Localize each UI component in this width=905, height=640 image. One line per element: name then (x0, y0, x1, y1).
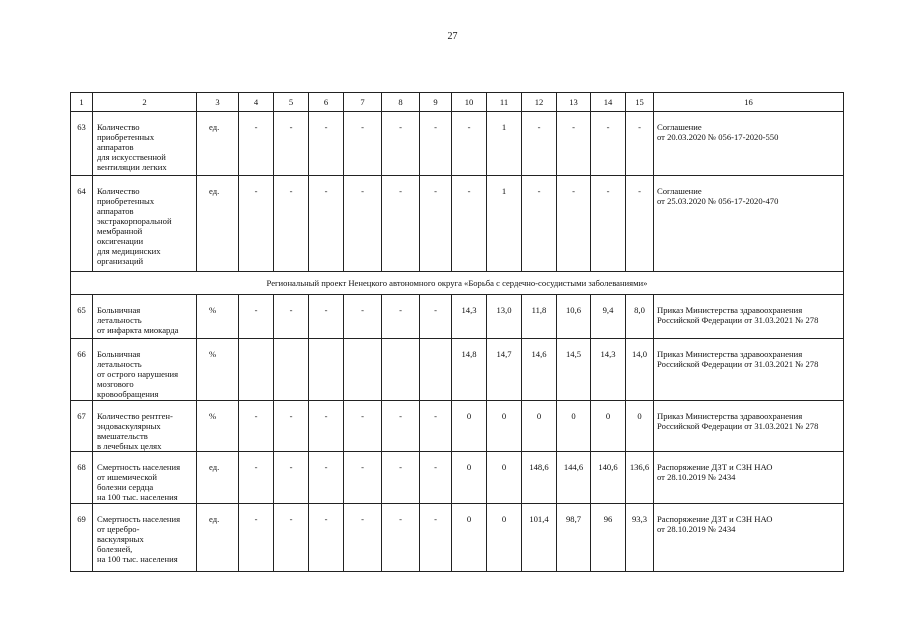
value-cell: 148,6 (522, 452, 557, 504)
column-header: 1 (71, 93, 93, 112)
basis-cell: Соглашение от 20.03.2020 № 056-17-2020-550 (654, 112, 844, 176)
value-cell: 8,0 (626, 295, 654, 339)
value-cell: - (274, 112, 309, 176)
value-cell: 0 (487, 504, 522, 572)
value-cell: 0 (452, 452, 487, 504)
indicator-name: Количество приобретенных аппаратов для искусственной вентиляции легких (93, 112, 197, 176)
value-cell: - (309, 504, 344, 572)
value-cell: - (239, 295, 274, 339)
value-cell: 136,6 (626, 452, 654, 504)
value-cell: - (626, 176, 654, 272)
unit-cell: ед. (197, 112, 239, 176)
page-number: 27 (447, 31, 458, 42)
value-cell: 13,0 (487, 295, 522, 339)
value-cell: - (344, 401, 382, 452)
value-cell: - (309, 112, 344, 176)
basis-cell: Распоряжение ДЗТ и СЗН НАО от 28.10.2019 № 2434 (654, 504, 844, 572)
column-header: 6 (309, 93, 344, 112)
indicators-table (70, 92, 844, 572)
value-cell: - (382, 401, 420, 452)
value-cell: - (522, 176, 557, 272)
column-header: 15 (626, 93, 654, 112)
value-cell: - (239, 176, 274, 272)
section-title: Региональный проект Ненецкого автономного округа «Борьба с сердечно-сосудистыми заболеваниями» (71, 272, 844, 295)
row-number: 63 (71, 112, 93, 176)
value-cell: 14,8 (452, 339, 487, 401)
column-header: 5 (274, 93, 309, 112)
value-cell: - (382, 176, 420, 272)
value-cell: 1 (487, 112, 522, 176)
table-row (71, 295, 844, 339)
value-cell: - (344, 504, 382, 572)
value-cell: - (309, 295, 344, 339)
value-cell: - (309, 452, 344, 504)
value-cell (274, 339, 309, 401)
column-header: 10 (452, 93, 487, 112)
column-header: 2 (93, 93, 197, 112)
indicator-name: Смертность населения от церебро- васкулярных болезней, на 100 тыс. населения (93, 504, 197, 572)
value-cell: 10,6 (557, 295, 591, 339)
row-number: 69 (71, 504, 93, 572)
value-cell: - (344, 112, 382, 176)
table-row (71, 176, 844, 272)
section-row (71, 272, 844, 295)
value-cell: - (274, 504, 309, 572)
value-cell: - (239, 401, 274, 452)
value-cell: - (382, 112, 420, 176)
value-cell: - (452, 112, 487, 176)
value-cell: - (382, 295, 420, 339)
row-number: 66 (71, 339, 93, 401)
basis-cell: Приказ Министерства здравоохранения Российской Федерации от 31.03.2021 № 278 (654, 401, 844, 452)
basis-cell: Приказ Министерства здравоохранения Российской Федерации от 31.03.2021 № 278 (654, 295, 844, 339)
value-cell: 0 (522, 401, 557, 452)
value-cell (420, 339, 452, 401)
row-number: 67 (71, 401, 93, 452)
value-cell: - (522, 112, 557, 176)
value-cell (309, 339, 344, 401)
value-cell: - (420, 295, 452, 339)
row-number: 64 (71, 176, 93, 272)
value-cell: - (557, 176, 591, 272)
value-cell: 96 (591, 504, 626, 572)
table-row (71, 401, 844, 452)
value-cell: 14,5 (557, 339, 591, 401)
value-cell: - (344, 295, 382, 339)
value-cell: - (591, 176, 626, 272)
value-cell: 93,3 (626, 504, 654, 572)
unit-cell: ед. (197, 504, 239, 572)
value-cell: - (420, 176, 452, 272)
column-header: 12 (522, 93, 557, 112)
value-cell: - (274, 176, 309, 272)
value-cell: 0 (557, 401, 591, 452)
value-cell: - (452, 176, 487, 272)
unit-cell: % (197, 339, 239, 401)
value-cell: 0 (591, 401, 626, 452)
value-cell: 14,3 (452, 295, 487, 339)
column-header: 7 (344, 93, 382, 112)
unit-cell: % (197, 401, 239, 452)
value-cell (344, 339, 382, 401)
unit-cell: ед. (197, 452, 239, 504)
value-cell: - (309, 401, 344, 452)
row-number: 65 (71, 295, 93, 339)
value-cell: - (274, 295, 309, 339)
value-cell: - (239, 112, 274, 176)
value-cell: 0 (452, 401, 487, 452)
value-cell: 14,3 (591, 339, 626, 401)
basis-cell: Приказ Министерства здравоохранения Российской Федерации от 31.03.2021 № 278 (654, 339, 844, 401)
value-cell: - (420, 112, 452, 176)
value-cell: - (274, 452, 309, 504)
column-header: 16 (654, 93, 844, 112)
indicator-name: Количество рентген- эндоваскулярных вмешательств в лечебных целях (93, 401, 197, 452)
value-cell: - (382, 504, 420, 572)
value-cell: - (274, 401, 309, 452)
column-header: 14 (591, 93, 626, 112)
value-cell: - (591, 112, 626, 176)
value-cell: 14,0 (626, 339, 654, 401)
value-cell: - (309, 176, 344, 272)
header-row (71, 93, 844, 112)
column-header: 13 (557, 93, 591, 112)
column-header: 8 (382, 93, 420, 112)
value-cell: 0 (487, 401, 522, 452)
value-cell (239, 339, 274, 401)
table-row (71, 452, 844, 504)
value-cell: - (239, 504, 274, 572)
value-cell: - (382, 452, 420, 504)
value-cell: 9,4 (591, 295, 626, 339)
value-cell: - (626, 112, 654, 176)
value-cell: - (344, 452, 382, 504)
basis-cell: Соглашение от 25.03.2020 № 056-17-2020-470 (654, 176, 844, 272)
table-row (71, 504, 844, 572)
column-header: 3 (197, 93, 239, 112)
value-cell: 11,8 (522, 295, 557, 339)
value-cell: - (557, 112, 591, 176)
value-cell: 101,4 (522, 504, 557, 572)
column-header: 9 (420, 93, 452, 112)
value-cell (382, 339, 420, 401)
indicator-name: Смертность населения от ишемической болезни сердца на 100 тыс. населения (93, 452, 197, 504)
table-row (71, 112, 844, 176)
unit-cell: % (197, 295, 239, 339)
value-cell: 144,6 (557, 452, 591, 504)
value-cell: 0 (626, 401, 654, 452)
basis-cell: Распоряжение ДЗТ и СЗН НАО от 28.10.2019 № 2434 (654, 452, 844, 504)
row-number: 68 (71, 452, 93, 504)
unit-cell: ед. (197, 176, 239, 272)
value-cell: 14,7 (487, 339, 522, 401)
value-cell: - (420, 452, 452, 504)
value-cell: - (344, 176, 382, 272)
indicator-name: Больничная летальность от острого нарушения мозгового кровообращения (93, 339, 197, 401)
value-cell: 98,7 (557, 504, 591, 572)
value-cell: - (239, 452, 274, 504)
value-cell: 0 (487, 452, 522, 504)
value-cell: - (420, 504, 452, 572)
value-cell: 140,6 (591, 452, 626, 504)
column-header: 4 (239, 93, 274, 112)
table-row (71, 339, 844, 401)
column-header: 11 (487, 93, 522, 112)
value-cell: 14,6 (522, 339, 557, 401)
indicator-name: Больничная летальность от инфаркта миокарда (93, 295, 197, 339)
value-cell: 0 (452, 504, 487, 572)
value-cell: - (420, 401, 452, 452)
value-cell: 1 (487, 176, 522, 272)
indicator-name: Количество приобретенных аппаратов экстракорпоральной мембранной оксигенации для медицинских организаций (93, 176, 197, 272)
